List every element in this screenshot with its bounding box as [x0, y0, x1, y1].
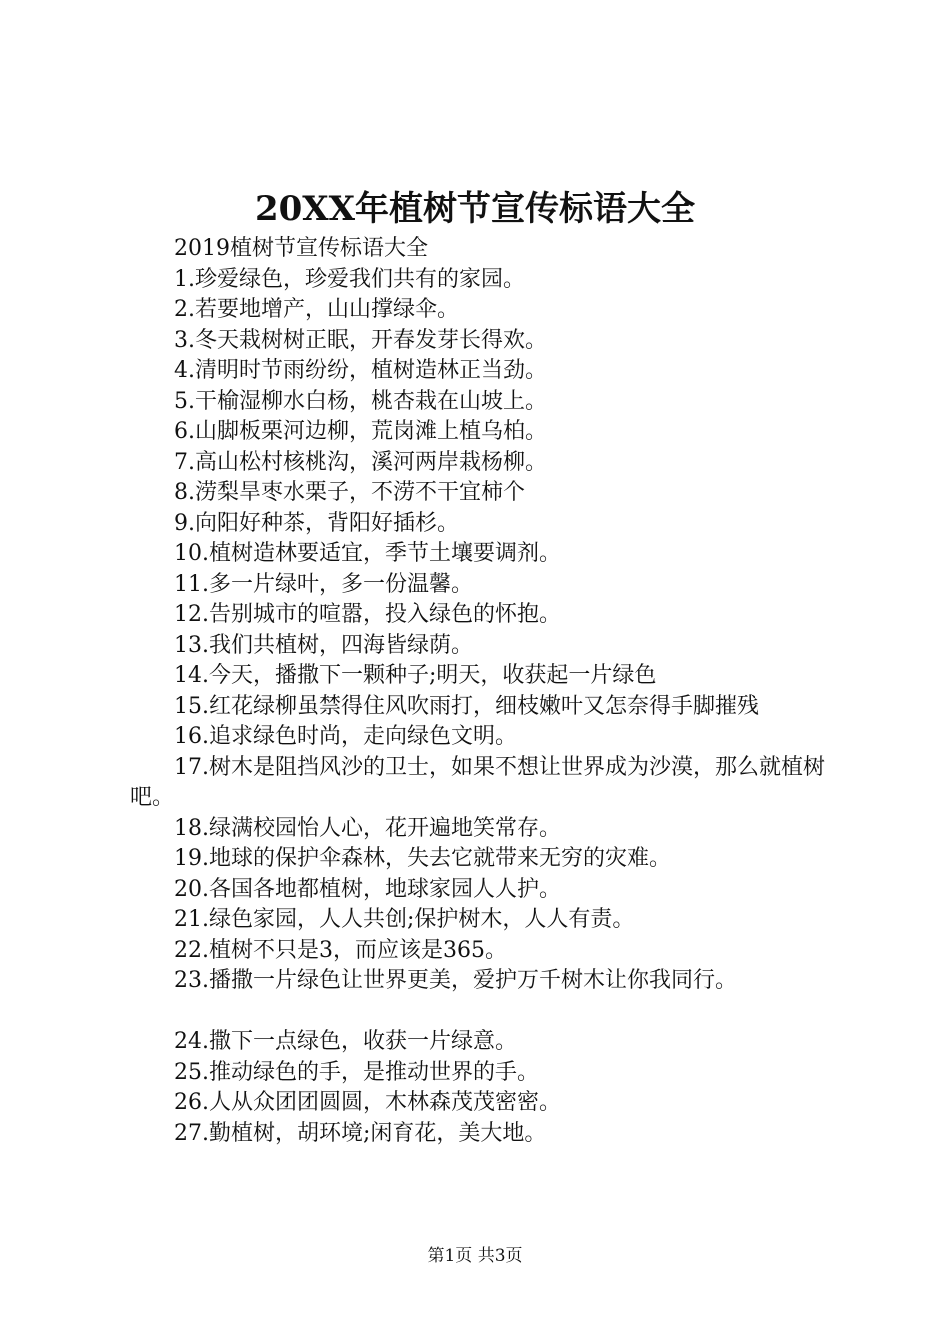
slogan-item: 24.撒下一点绿色，收获一片绿意。	[174, 1029, 517, 1054]
document-body	[130, 234, 840, 1149]
slogan-item: 27.勤植树，胡环境;闲育花，美大地。	[174, 1120, 547, 1146]
document-subtitle: 2019植树节宣传标语大全	[174, 236, 428, 261]
slogan-item: 5.干榆湿柳水白杨，桃杏栽在山坡上。	[174, 388, 547, 414]
slogan-item: 21.绿色家园，人人共创;保护树木，人人有责。	[174, 907, 635, 932]
slogan-item: 25.推动绿色的手，是推动世界的手。	[174, 1059, 539, 1085]
slogan-item: 12.告别城市的喧嚣，投入绿色的怀抱。	[174, 602, 561, 627]
slogan-item: 9.向阳好种茶，背阳好插杉。	[174, 510, 459, 536]
slogan-item: 14.今天，播撒下一颗种子;明天，收获起一片绿色	[174, 663, 657, 688]
slogan-item: 17.树木是阻挡风沙的卫士，如果不想让世界成为沙漠，那么就植树吧。	[130, 754, 825, 810]
slogan-item: 23.播撒一片绿色让世界更美，爱护万千树木让你我同行。	[174, 968, 737, 993]
slogan-item: 7.高山松村核桃沟，溪河两岸栽杨柳。	[174, 449, 547, 475]
document-title: 20XX年植树节宣传标语大全	[254, 189, 696, 229]
slogan-item: 8.涝梨旱枣水栗子，不涝不干宜柿个	[174, 480, 525, 505]
slogan-item: 1.珍爱绿色，珍爱我们共有的家园。	[174, 266, 525, 292]
slogan-item: 26.人从众团团圆圆，木林森茂茂密密。	[174, 1090, 561, 1115]
slogan-item: 19.地球的保护伞森林，失去它就带来无穷的灾难。	[174, 846, 671, 871]
slogan-item: 2.若要地增产，山山撑绿伞。	[174, 297, 459, 322]
slogan-item: 20.各国各地都植树，地球家园人人护。	[174, 876, 561, 902]
slogan-item: 13.我们共植树，四海皆绿荫。	[174, 632, 473, 658]
slogan-item: 15.红花绿柳虽禁得住风吹雨打，细枝嫩叶又怎奈得手脚摧残	[174, 693, 759, 719]
slogan-item: 18.绿满校园怡人心，花开遍地笑常存。	[174, 815, 561, 841]
slogan-item: 11.多一片绿叶，多一份温馨。	[174, 571, 473, 597]
slogan-item: 3.冬天栽树树正眠，开春发芽长得欢。	[174, 327, 547, 353]
page-footer: 第1页 共3页	[427, 1246, 523, 1266]
slogan-item: 6.山脚板栗河边柳，荒岗滩上植乌柏。	[174, 419, 547, 444]
slogan-item: 4.清明时节雨纷纷，植树造林正当劲。	[174, 358, 547, 383]
slogan-item: 16.追求绿色时尚，走向绿色文明。	[174, 724, 517, 749]
slogan-item: 22.植树不只是3，而应该是365。	[174, 937, 507, 963]
slogan-item: 10.植树造林要适宜，季节土壤要调剂。	[174, 541, 561, 566]
